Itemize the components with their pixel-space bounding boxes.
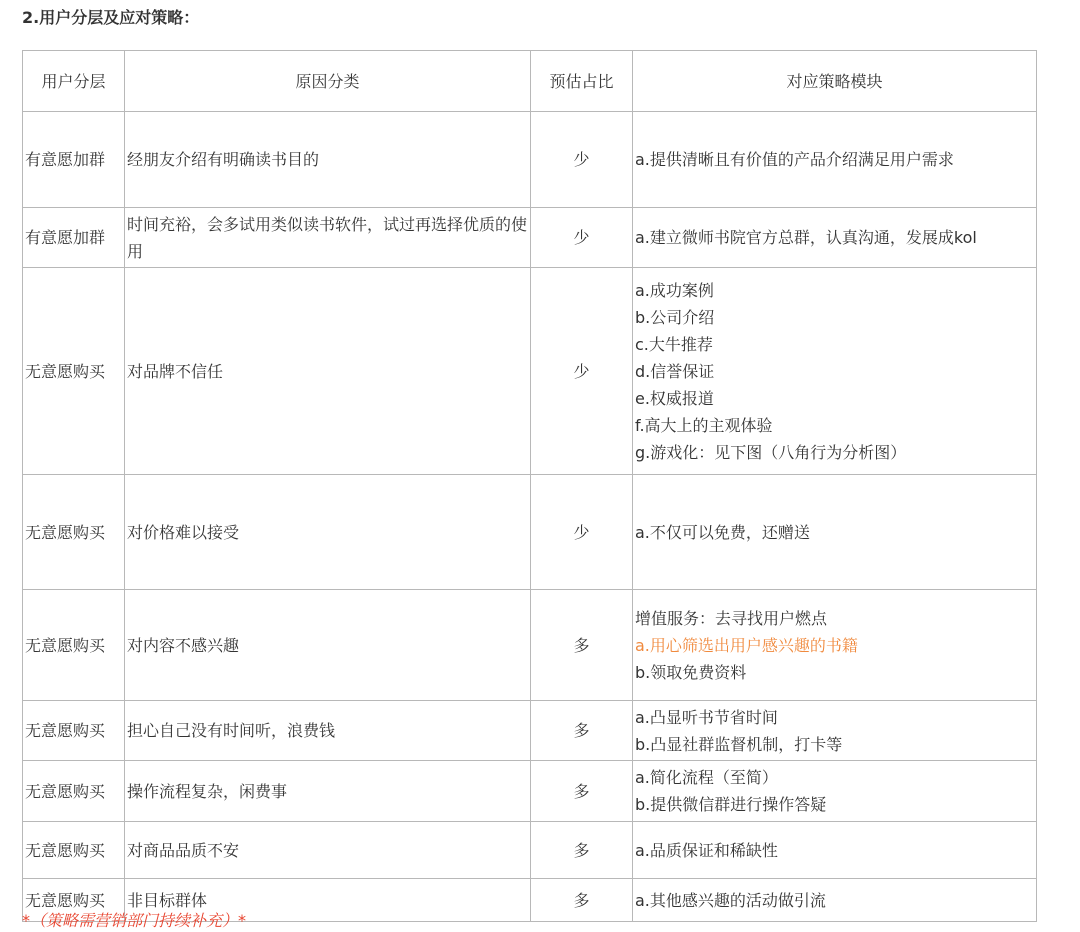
- cell-reason: 担心自己没有时间听，浪费钱: [125, 701, 531, 761]
- table-row: [23, 822, 1037, 879]
- strategy-line: d.信誉保证: [635, 361, 715, 381]
- cell-reason: 非目标群体: [125, 879, 531, 922]
- strategy-line: a.凸显听书节省时间: [635, 707, 778, 727]
- strategy-line: b.凸显社群监督机制，打卡等: [635, 734, 843, 754]
- table-row: [23, 761, 1037, 822]
- cell-strategy: [633, 112, 1037, 208]
- strategy-line: c.大牛推荐: [635, 334, 713, 354]
- cell-ratio: 少: [531, 268, 633, 475]
- header-strategy: 对应策略模块: [633, 51, 1037, 112]
- cell-strategy: [633, 475, 1037, 590]
- cell-strategy: [633, 208, 1037, 268]
- strategy-line: f.高大上的主观体验: [635, 415, 773, 435]
- cell-user-layer: 无意愿购买: [23, 761, 125, 822]
- cell-ratio: 多: [531, 879, 633, 922]
- cell-user-layer: 无意愿购买: [23, 268, 125, 475]
- cell-user-layer: 无意愿购买: [23, 590, 125, 701]
- strategy-line: 增值服务：去寻找用户燃点: [635, 608, 828, 628]
- cell-strategy: [633, 879, 1037, 922]
- footnote: *（策略需营销部门持续补充）*: [22, 911, 247, 930]
- strategy-line: a.品质保证和稀缺性: [635, 840, 778, 860]
- cell-reason: 对品牌不信任: [125, 268, 531, 475]
- strategy-line: b.领取免费资料: [635, 662, 747, 682]
- table-row: [23, 268, 1037, 475]
- cell-user-layer: 无意愿购买: [23, 701, 125, 761]
- strategy-line-highlight: a.用心筛选出用户感兴趣的书籍: [635, 635, 858, 655]
- cell-ratio: 多: [531, 701, 633, 761]
- cell-ratio: 少: [531, 112, 633, 208]
- cell-reason: 操作流程复杂，闲费事: [125, 761, 531, 822]
- strategy-line: a.成功案例: [635, 280, 714, 300]
- cell-user-layer: 有意愿加群: [23, 208, 125, 268]
- cell-reason: 时间充裕，会多试用类似读书软件，试过再选择优质的使用: [125, 208, 531, 268]
- cell-reason: 对内容不感兴趣: [125, 590, 531, 701]
- cell-user-layer: 无意愿购买: [23, 475, 125, 590]
- table-row: [23, 701, 1037, 761]
- strategy-table: [22, 50, 1037, 922]
- header-reason: 原因分类: [125, 51, 531, 112]
- cell-strategy: [633, 761, 1037, 822]
- header-ratio: 预估占比: [531, 51, 633, 112]
- strategy-line: b.公司介绍: [635, 307, 715, 327]
- cell-ratio: 多: [531, 822, 633, 879]
- strategy-line: a.建立微师书院官方总群，认真沟通，发展成kol: [635, 228, 977, 247]
- table-body: [23, 112, 1037, 922]
- cell-reason: 对价格难以接受: [125, 475, 531, 590]
- table-row: [23, 590, 1037, 701]
- strategy-line: a.其他感兴趣的活动做引流: [635, 890, 826, 910]
- strategy-line: e.权威报道: [635, 388, 714, 408]
- cell-ratio: 少: [531, 208, 633, 268]
- table-row: [23, 208, 1037, 268]
- cell-user-layer: 无意愿购买: [23, 879, 125, 922]
- strategy-line: g.游戏化：见下图（八角行为分析图）: [635, 442, 907, 462]
- cell-strategy: [633, 701, 1037, 761]
- cell-reason: 对商品品质不安: [125, 822, 531, 879]
- cell-strategy: [633, 268, 1037, 475]
- cell-user-layer: 无意愿购买: [23, 822, 125, 879]
- cell-strategy: [633, 590, 1037, 701]
- strategy-line: a.简化流程（至简）: [635, 768, 778, 787]
- table-row: [23, 112, 1037, 208]
- cell-ratio: 多: [531, 590, 633, 701]
- table-row: [23, 475, 1037, 590]
- strategy-line: a.提供清晰且有价值的产品介绍满足用户需求: [635, 150, 954, 169]
- header-user-layer: 用户分层: [23, 51, 125, 112]
- cell-reason: 经朋友介绍有明确读书目的: [125, 112, 531, 208]
- strategy-line: b.提供微信群进行操作答疑: [635, 795, 827, 814]
- section-heading: 2.用户分层及应对策略：: [22, 8, 200, 27]
- cell-user-layer: 有意愿加群: [23, 112, 125, 208]
- table-header-row: [23, 51, 1037, 112]
- cell-ratio: 少: [531, 475, 633, 590]
- cell-ratio: 多: [531, 761, 633, 822]
- strategy-line: a.不仅可以免费，还赠送: [635, 522, 810, 542]
- cell-strategy: [633, 822, 1037, 879]
